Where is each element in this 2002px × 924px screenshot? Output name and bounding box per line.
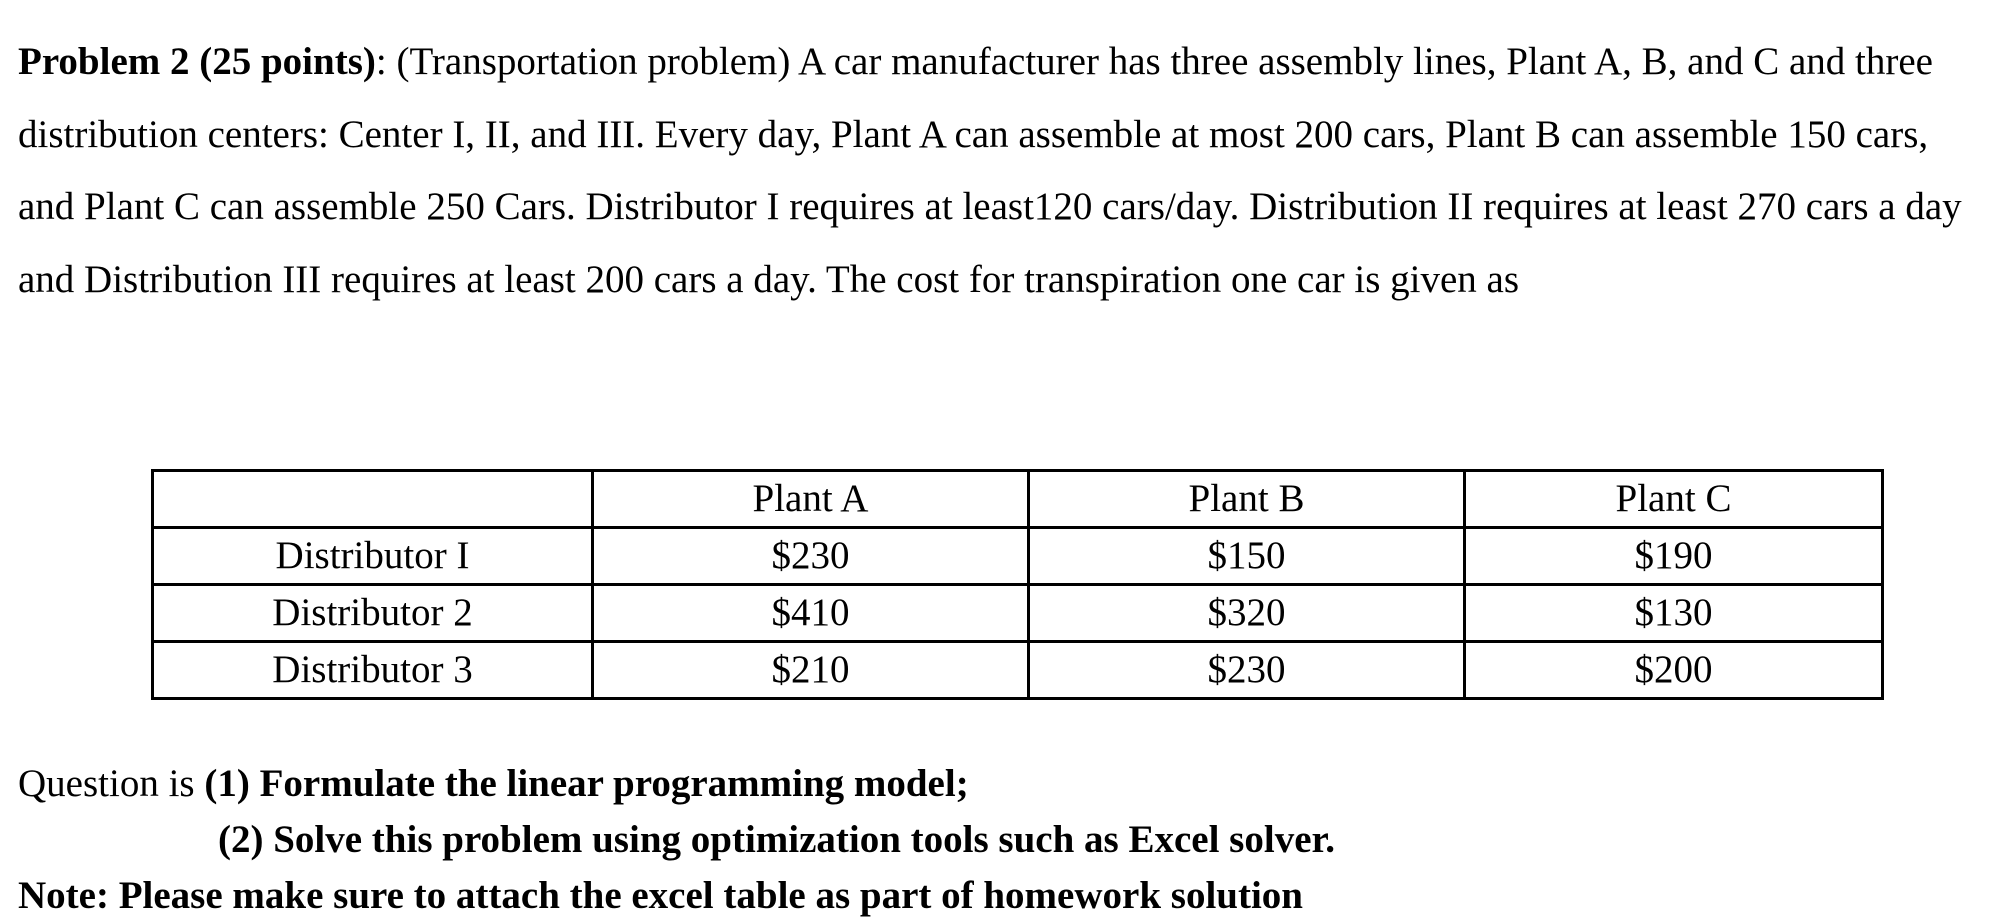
cost-cell: $320: [1029, 585, 1465, 642]
cost-cell: $230: [1029, 642, 1465, 699]
problem-heading: Problem 2 (25 points): [18, 40, 376, 83]
question-block: [18, 756, 1335, 924]
cost-cell: $150: [1029, 528, 1465, 585]
cost-table-container: [151, 469, 1884, 700]
header-cell-plant-b: Plant B: [1029, 471, 1465, 528]
row-label: Distributor 3: [153, 642, 593, 699]
question-part-2: (2) Solve this problem using optimization tools such as Excel solver.: [218, 818, 1335, 861]
row-label: Distributor 2: [153, 585, 593, 642]
problem-text: (Transportation problem) A car manufacturer has three assembly lines, Plant A, B, and C and three distribution centers: Center I, II, and III. Every day, Plant A can assemble at most 200 cars, Plant B can assemble 150 cars, and Plant C can assemble 250 Cars. Distributor I requires at least120 cars/day. Distribution II requires at least 270 cars a day and Distribution III requires at least 200 cars a day. The cost for transpiration one car is given as: [18, 40, 1962, 301]
cost-table: [151, 469, 1884, 700]
problem-statement: [18, 26, 1993, 316]
cost-cell: $230: [593, 528, 1029, 585]
table-row: [153, 585, 1883, 642]
problem-heading-colon: :: [375, 40, 397, 83]
cost-cell: $200: [1465, 642, 1883, 699]
header-cell-plant-a: Plant A: [593, 471, 1029, 528]
cost-cell: $130: [1465, 585, 1883, 642]
question-line-1: [18, 756, 1335, 812]
table-row: [153, 642, 1883, 699]
table-header-row: [153, 471, 1883, 528]
table-row: [153, 528, 1883, 585]
homework-note: Note: Please make sure to attach the excel table as part of homework solution: [18, 874, 1303, 917]
cost-cell: $410: [593, 585, 1029, 642]
cost-cell: $190: [1465, 528, 1883, 585]
row-label: Distributor I: [153, 528, 593, 585]
header-cell-empty: [153, 471, 593, 528]
cost-cell: $210: [593, 642, 1029, 699]
question-part-1: (1) Formulate the linear programming model;: [204, 762, 969, 805]
header-cell-plant-c: Plant C: [1465, 471, 1883, 528]
question-prefix: Question is: [18, 762, 205, 805]
